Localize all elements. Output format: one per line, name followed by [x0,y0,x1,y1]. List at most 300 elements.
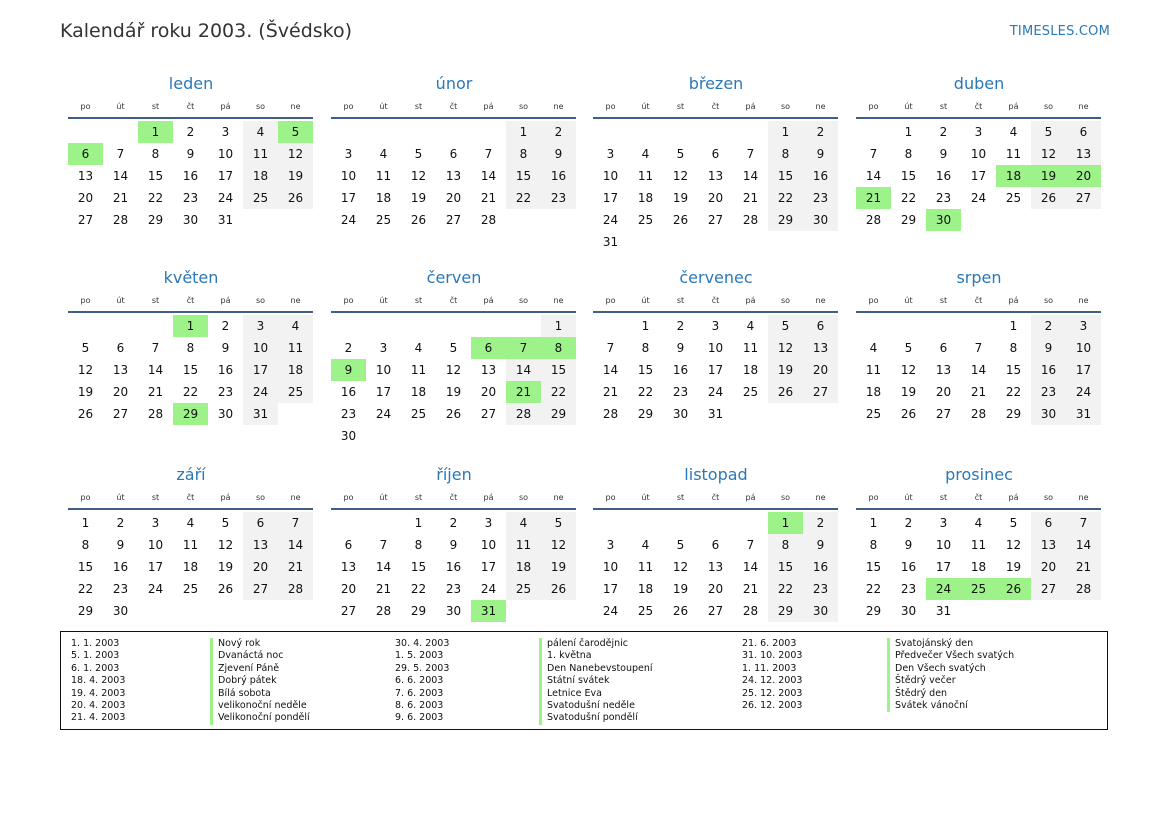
day-cell: 28 [375,604,392,618]
legend-date: 25. 12. 2003 [742,687,803,699]
weekday-label: ne [1078,296,1089,305]
day-cell: 18 [278,359,313,381]
day-cell: 22 [410,582,427,596]
day-cell: 8 [541,337,576,359]
day-cell: 14 [865,169,882,183]
day-cell: 2 [1031,315,1066,337]
day-cell: 1 [541,315,576,337]
day-cell: 24 [217,191,234,205]
day-cell: 7 [278,512,313,534]
day-cell: 2 [676,319,685,333]
day-cell: 20 [707,582,724,596]
day-cell: 31 [217,213,234,227]
month-name: leden [168,74,214,93]
legend-date: 1. 5. 2003 [395,650,444,662]
day-cell: 10 [970,147,987,161]
weekday-label: so [1043,493,1054,502]
month-11 [856,464,1102,622]
empty-cell [471,315,506,337]
weekday-header [68,99,314,115]
days-grid [856,512,1102,622]
month-10 [593,464,839,622]
weekday-label: st [151,493,160,502]
day-cell: 22 [147,191,164,205]
legend-date: 20. 4. 2003 [71,699,126,711]
weekday-header [856,490,1102,506]
day-cell: 21 [480,191,497,205]
day-cell: 27 [707,213,724,227]
day-cell: 23 [672,385,689,399]
day-cell: 27 [1066,187,1101,209]
weekday-label: so [1043,296,1054,305]
day-cell: 17 [602,191,619,205]
divider [856,117,1101,119]
day-cell: 8 [506,143,541,165]
day-cell: 30 [926,209,961,231]
day-cell: 18 [637,191,654,205]
legend-holiday-name: Zjevení Páně [210,663,310,675]
day-cell: 30 [217,407,234,421]
weekday-label: ne [290,296,301,305]
day-cell: 1 [414,516,423,530]
day-cell: 26 [1031,187,1066,209]
empty-cell [593,512,628,534]
day-cell: 7 [1066,512,1101,534]
day-cell: 2 [803,121,838,143]
day-cell: 16 [340,385,357,399]
empty-cell [331,315,366,337]
weekday-label: čt [449,493,458,502]
divider [593,508,838,510]
day-cell: 17 [1066,359,1101,381]
day-cell: 16 [182,169,199,183]
weekday-label: po [80,102,91,111]
day-cell: 22 [865,582,882,596]
day-cell: 29 [637,407,654,421]
day-cell: 21 [602,385,619,399]
empty-cell [331,121,366,143]
weekday-label: út [379,296,388,305]
day-cell: 18 [742,363,759,377]
empty-cell [103,121,138,143]
weekday-header [593,490,839,506]
day-cell: 26 [410,213,427,227]
day-cell: 28 [742,213,759,227]
day-cell: 20 [480,385,497,399]
day-cell: 7 [379,538,388,552]
weekday-header [856,293,1102,309]
day-cell: 13 [112,363,129,377]
weekday-label: pá [483,102,494,111]
day-cell: 10 [375,363,392,377]
legend-holiday-name: Svatojánský den [887,638,1014,650]
days-grid [331,512,577,622]
day-cell: 2 [344,341,353,355]
day-cell: 29 [147,213,164,227]
day-cell: 11 [637,169,654,183]
day-cell: 18 [375,191,392,205]
day-cell: 12 [672,169,689,183]
day-cell: 7 [974,341,983,355]
day-cell: 28 [970,407,987,421]
divider [593,311,838,313]
day-cell: 26 [768,381,803,403]
day-cell: 4 [641,538,650,552]
legend-dates-column [742,638,802,712]
day-cell: 19 [77,385,94,399]
empty-cell [733,121,768,143]
empty-cell [856,121,891,143]
empty-cell [891,315,926,337]
day-cell: 20 [445,191,462,205]
day-cell: 28 [112,213,129,227]
day-cell: 27 [112,407,129,421]
legend-holiday-name: Letnice Eva [539,688,653,700]
month-7 [856,267,1102,425]
day-cell: 10 [602,560,619,574]
day-cell: 17 [243,359,278,381]
day-cell: 28 [147,407,164,421]
day-cell: 11 [278,337,313,359]
legend-names-column [887,638,1014,712]
day-cell: 7 [746,147,755,161]
day-cell: 3 [939,516,948,530]
weekday-label: pá [220,102,231,111]
weekday-label: ne [815,493,826,502]
day-cell: 5 [278,121,313,143]
day-cell: 17 [375,385,392,399]
legend-holiday-name: Den Všech svatých [887,663,1014,675]
month-2 [593,73,839,253]
day-cell: 15 [637,363,654,377]
empty-cell [401,121,436,143]
day-cell: 9 [186,147,195,161]
day-cell: 5 [676,147,685,161]
day-cell: 27 [77,213,94,227]
day-cell: 3 [344,147,353,161]
day-cell: 13 [340,560,357,574]
day-cell: 8 [904,147,913,161]
day-cell: 14 [375,560,392,574]
weekday-label: čt [974,296,983,305]
weekday-label: ne [553,102,564,111]
day-cell: 19 [278,165,313,187]
day-cell: 5 [541,512,576,534]
day-cell: 5 [904,341,913,355]
day-cell: 29 [1005,407,1022,421]
day-cell: 21 [742,582,759,596]
day-cell: 4 [506,512,541,534]
empty-cell [436,121,471,143]
day-cell: 25 [742,385,759,399]
day-cell: 10 [217,147,234,161]
day-cell: 12 [445,363,462,377]
day-cell: 9 [116,538,125,552]
empty-cell [628,121,663,143]
divider [856,311,1101,313]
divider [331,117,576,119]
legend-date: 26. 12. 2003 [742,699,803,711]
days-grid [593,512,839,622]
day-cell: 6 [471,337,506,359]
day-cell: 8 [869,538,878,552]
day-cell: 29 [900,213,917,227]
day-cell: 16 [1031,359,1066,381]
day-cell: 24 [707,385,724,399]
empty-cell [401,315,436,337]
day-cell: 22 [77,582,94,596]
month-name: březen [688,74,744,93]
empty-cell [68,121,103,143]
weekday-label: ne [815,102,826,111]
day-cell: 20 [803,359,838,381]
weekday-label: ne [553,296,564,305]
empty-cell [366,512,401,534]
day-cell: 31 [707,407,724,421]
day-cell: 1 [1009,319,1018,333]
days-grid [331,121,577,231]
day-cell: 30 [900,604,917,618]
day-cell: 19 [900,385,917,399]
day-cell: 6 [1031,512,1066,534]
month-name: říjen [436,465,472,484]
day-cell: 29 [768,600,803,622]
day-cell: 29 [865,604,882,618]
day-cell: 19 [768,359,803,381]
day-cell: 3 [974,125,983,139]
day-cell: 11 [375,169,392,183]
weekday-label: so [255,102,266,111]
weekday-label: út [641,296,650,305]
legend-date: 1. 11. 2003 [742,662,797,674]
day-cell: 30 [340,429,357,443]
day-cell: 13 [803,337,838,359]
day-cell: 17 [480,560,497,574]
legend-holiday-name: Bílá sobota [210,688,310,700]
day-cell: 2 [116,516,125,530]
day-cell: 28 [1066,578,1101,600]
day-cell: 28 [742,604,759,618]
day-cell: 13 [480,363,497,377]
day-cell: 10 [243,337,278,359]
day-cell: 8 [81,538,90,552]
day-cell: 15 [768,165,803,187]
day-cell: 21 [1066,556,1101,578]
day-cell: 10 [480,538,497,552]
divider [856,508,1101,510]
weekday-label: pá [483,296,494,305]
day-cell: 9 [939,147,948,161]
empty-cell [663,512,698,534]
page-title: Kalendář roku 2003. (Švédsko) [60,20,353,42]
weekday-label: po [343,102,354,111]
weekday-label: st [414,493,423,502]
day-cell: 2 [221,319,230,333]
day-cell: 4 [243,121,278,143]
legend-date: 31. 10. 2003 [742,650,803,662]
day-cell: 15 [147,169,164,183]
day-cell: 30 [672,407,689,421]
legend-names-column [539,638,653,725]
weekday-label: pá [220,493,231,502]
divider [331,311,576,313]
weekday-label: čt [974,493,983,502]
weekday-header [593,99,839,115]
day-cell: 23 [182,191,199,205]
legend-date: 6. 6. 2003 [395,675,444,687]
month-1 [331,73,577,231]
day-cell: 25 [506,578,541,600]
day-cell: 26 [996,578,1031,600]
day-cell: 31 [471,600,506,622]
legend-date: 30. 4. 2003 [395,638,450,649]
day-cell: 1 [869,516,878,530]
day-cell: 2 [541,121,576,143]
weekday-label: čt [449,296,458,305]
day-cell: 21 [742,191,759,205]
weekday-header [331,293,577,309]
day-cell: 17 [340,191,357,205]
divider [68,117,313,119]
day-cell: 25 [637,213,654,227]
day-cell: 23 [541,187,576,209]
weekday-header [68,490,314,506]
day-cell: 11 [410,363,427,377]
month-3 [856,73,1102,231]
month-5 [331,267,577,447]
site-brand[interactable]: TIMESLES.COM [1009,24,1110,39]
days-grid [331,315,577,447]
day-cell: 24 [375,407,392,421]
day-cell: 19 [541,556,576,578]
day-cell: 8 [768,143,803,165]
day-cell: 23 [340,407,357,421]
weekday-label: st [676,296,685,305]
empty-cell [961,315,996,337]
weekday-header [856,99,1102,115]
day-cell: 30 [803,209,838,231]
day-cell: 3 [379,341,388,355]
day-cell: 15 [182,363,199,377]
days-grid [856,315,1102,425]
day-cell: 5 [1031,121,1066,143]
day-cell: 24 [970,191,987,205]
empty-cell [926,315,961,337]
weekday-label: pá [1008,493,1019,502]
day-cell: 25 [1005,191,1022,205]
days-grid [593,315,839,425]
empty-cell [506,315,541,337]
day-cell: 28 [278,578,313,600]
weekday-label: út [904,102,913,111]
month-name: září [176,465,206,484]
empty-cell [663,121,698,143]
weekday-label: po [605,296,616,305]
day-cell: 18 [996,165,1031,187]
day-cell: 15 [865,560,882,574]
day-cell: 12 [672,560,689,574]
weekday-label: pá [745,493,756,502]
day-cell: 21 [506,381,541,403]
day-cell: 18 [970,560,987,574]
day-cell: 27 [243,578,278,600]
day-cell: 24 [926,578,961,600]
day-cell: 14 [278,534,313,556]
day-cell: 14 [970,363,987,377]
day-cell: 3 [151,516,160,530]
weekday-label: st [676,102,685,111]
divider [593,117,838,119]
day-cell: 12 [541,534,576,556]
day-cell: 1 [641,319,650,333]
day-cell: 1 [138,121,173,143]
day-cell: 25 [410,407,427,421]
weekday-header [331,99,577,115]
day-cell: 3 [606,147,615,161]
day-cell: 26 [541,578,576,600]
day-cell: 25 [182,582,199,596]
day-cell: 8 [641,341,650,355]
weekday-label: so [518,102,529,111]
day-cell: 4 [278,315,313,337]
empty-cell [628,512,663,534]
day-cell: 9 [676,341,685,355]
day-cell: 10 [935,538,952,552]
day-cell: 7 [151,341,160,355]
day-cell: 17 [147,560,164,574]
day-cell: 26 [672,213,689,227]
day-cell: 13 [77,169,94,183]
empty-cell [138,315,173,337]
weekday-label: st [676,493,685,502]
weekday-label: so [780,102,791,111]
weekday-label: čt [711,493,720,502]
day-cell: 7 [606,341,615,355]
day-cell: 21 [112,191,129,205]
weekday-label: so [518,493,529,502]
day-cell: 14 [1066,534,1101,556]
day-cell: 8 [1009,341,1018,355]
day-cell: 23 [900,582,917,596]
weekday-label: čt [711,296,720,305]
day-cell: 7 [869,147,878,161]
month-name: listopad [684,465,748,484]
legend-names-column [210,638,310,725]
day-cell: 22 [541,381,576,403]
day-cell: 21 [375,582,392,596]
month-0 [68,73,314,231]
weekday-label: po [80,493,91,502]
day-cell: 5 [676,538,685,552]
weekday-label: čt [186,102,195,111]
day-cell: 12 [410,169,427,183]
day-cell: 23 [445,582,462,596]
legend-holiday-name: Svatodušní pondělí [539,712,653,724]
day-cell: 7 [484,147,493,161]
day-cell: 11 [506,534,541,556]
day-cell: 25 [243,187,278,209]
day-cell: 19 [672,582,689,596]
day-cell: 23 [803,187,838,209]
day-cell: 14 [506,359,541,381]
legend-date: 19. 4. 2003 [71,687,126,699]
weekday-label: út [116,296,125,305]
legend-holiday-name: Svátek vánoční [887,700,1014,712]
legend-date: 6. 1. 2003 [71,662,120,674]
day-cell: 26 [672,604,689,618]
day-cell: 27 [707,604,724,618]
legend-holiday-name: Den Nanebevstoupení [539,663,653,675]
